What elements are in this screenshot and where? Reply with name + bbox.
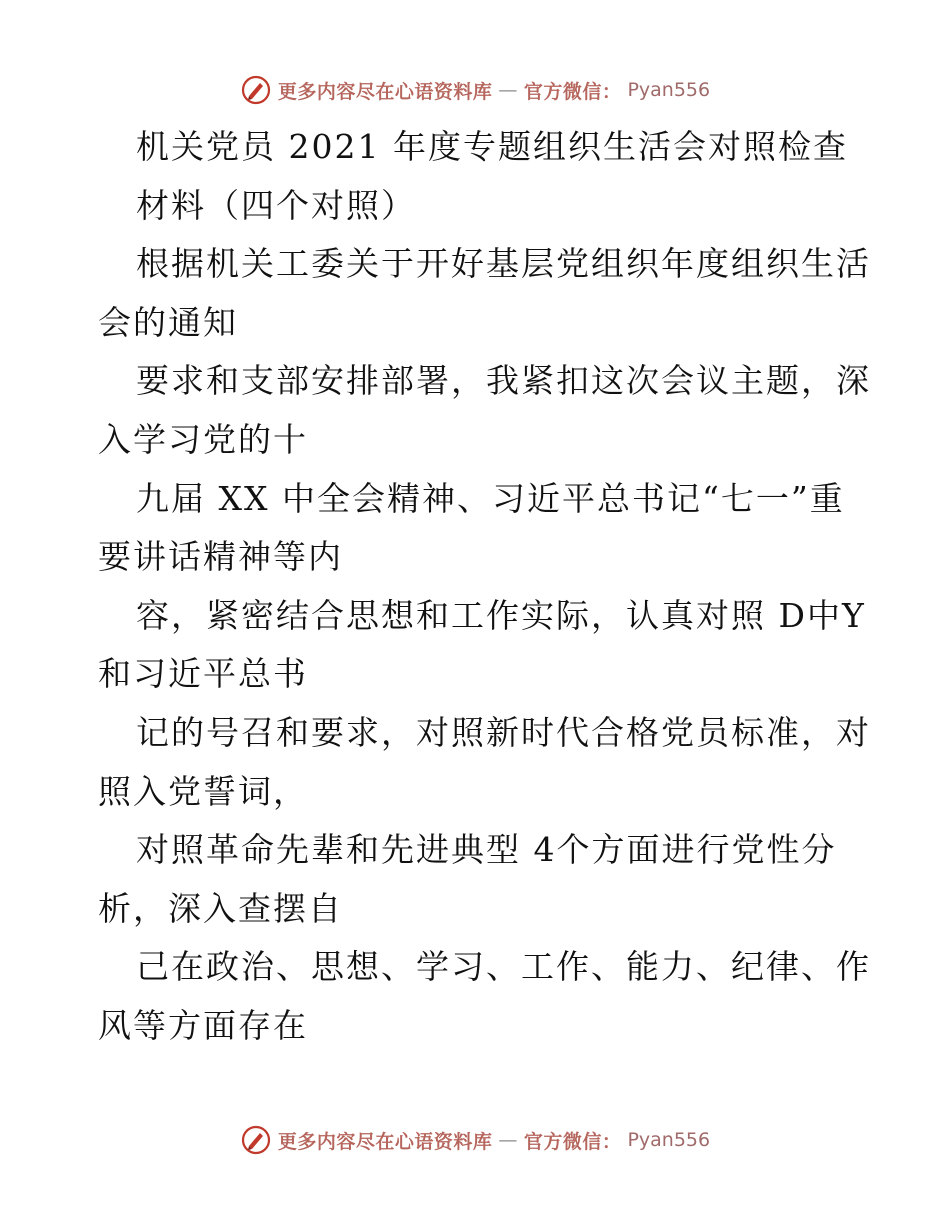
document-line: 风等方面存在 [98,1005,308,1045]
watermark-dash: — [498,1129,518,1151]
watermark-text: 更多内容尽在心语资料库 [277,80,493,103]
document-line: 记的号召和要求，对照新时代合格党员标准，对 [136,712,871,752]
document-line: 照入党誓词， [98,771,308,811]
header-watermark [0,70,950,110]
document-line: 容，紧密结合思想和工作实际，认真对照 D中Y [136,595,866,635]
document-line: 九届 XX 中全会精神、习近平总书记“七一”重 [136,478,845,518]
pen-circle-logo-icon [240,74,272,106]
document-line: 根据机关工委关于开好基层党组织年度组织生活 [136,244,871,284]
watermark-account: Pyan556 [627,79,711,101]
document-body [98,118,871,1056]
document-line: 机关党员 2021 年度专题组织生活会对照检查 [136,127,848,166]
watermark-official: 官方微信： [523,1130,622,1153]
document-line: 会的通知 [98,302,238,342]
watermark-official: 官方微信： [523,80,622,103]
watermark-text: 更多内容尽在心语资料库 [277,1130,493,1153]
pen-circle-logo-icon [240,1124,272,1156]
watermark-dash: — [498,79,518,101]
document-line: 析，深入查摆自 [98,888,343,928]
document-line: 要讲话精神等内 [98,537,343,577]
document-line: 和习近平总书 [98,654,308,694]
footer-watermark [0,1120,950,1160]
document-line: 己在政治、思想、学习、工作、能力、纪律、作 [136,947,871,987]
watermark-account: Pyan556 [627,1129,711,1151]
document-line: 材料（四个对照） [136,185,416,225]
document-line: 对照革命先辈和先进典型 4个方面进行党性分 [136,830,837,870]
document-line: 入学习党的十 [98,419,308,459]
document-line: 要求和支部安排部署，我紧扣这次会议主题，深 [136,361,871,401]
